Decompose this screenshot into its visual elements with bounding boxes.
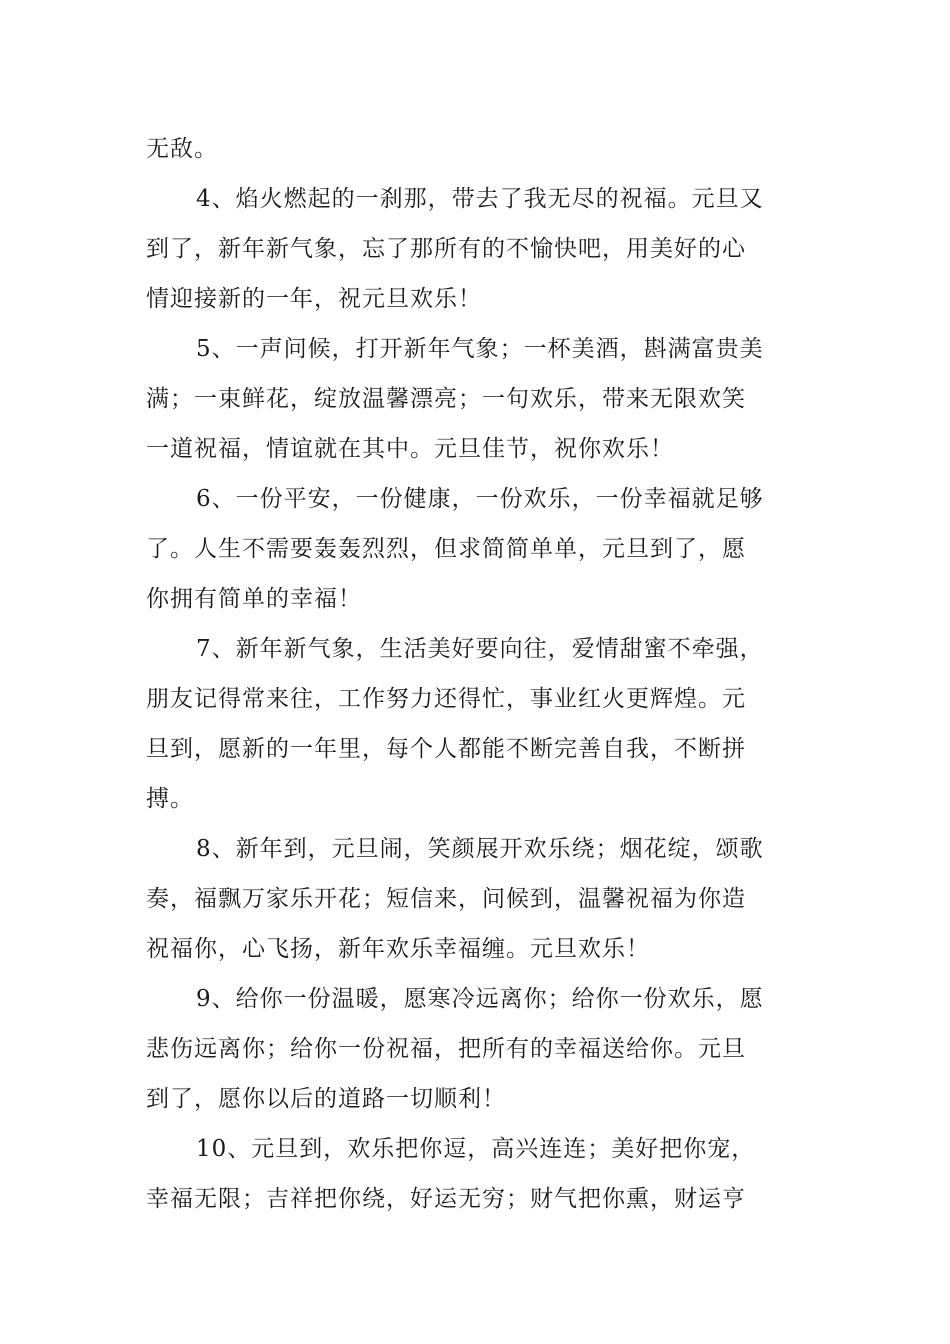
text-line: 祝福你，心飞扬，新年欢乐幸福缠。元旦欢乐！	[146, 936, 650, 962]
text-line: 奏，福飘万家乐开花；短信来，问候到，温馨祝福为你造	[146, 886, 746, 912]
paragraph	[146, 824, 806, 974]
text-line: 4、焰火燃起的一刹那，带去了我无尽的祝福。元旦又	[196, 186, 764, 212]
paragraph	[146, 1124, 806, 1224]
text-line: 幸福无限；吉祥把你绕，好运无穷；财气把你熏，财运亨	[146, 1186, 746, 1212]
text-line: 了。人生不需要轰轰烈烈，但求简简单单，元旦到了，愿	[146, 536, 746, 562]
text-line: 8、新年到，元旦闹，笑颜展开欢乐绕；烟花绽，颂歌	[196, 836, 764, 862]
text-line: 无敌。	[146, 136, 218, 162]
text-line: 悲伤远离你；给你一份祝福，把所有的幸福送给你。元旦	[146, 1036, 746, 1062]
text-line: 情迎接新的一年，祝元旦欢乐！	[146, 286, 482, 312]
paragraph	[146, 124, 806, 174]
text-line: 9、给你一份温暖，愿寒冷远离你；给你一份欢乐，愿	[196, 986, 764, 1012]
text-line: 你拥有简单的幸福！	[146, 586, 362, 612]
text-line: 7、新年新气象，生活美好要向往，爱情甜蜜不牵强，	[196, 636, 764, 662]
paragraph	[146, 174, 806, 324]
paragraph	[146, 324, 806, 474]
paragraph	[146, 624, 806, 824]
text-line: 到了，愿你以后的道路一切顺利！	[146, 1086, 506, 1112]
text-line: 到了，新年新气象，忘了那所有的不愉快吧，用美好的心	[146, 236, 746, 262]
document-body	[146, 124, 806, 1224]
text-line: 搏。	[146, 786, 194, 812]
text-line: 6、一份平安，一份健康，一份欢乐，一份幸福就足够	[196, 486, 764, 512]
paragraph	[146, 974, 806, 1124]
text-line: 10、元旦到，欢乐把你逗，高兴连连；美好把你宠，	[196, 1136, 756, 1162]
text-line: 旦到，愿新的一年里，每个人都能不断完善自我，不断拼	[146, 736, 746, 762]
text-line: 满；一束鲜花，绽放温馨漂亮；一句欢乐，带来无限欢笑	[146, 386, 746, 412]
text-line: 5、一声问候，打开新年气象；一杯美酒，斟满富贵美	[196, 336, 764, 362]
text-line: 一道祝福，情谊就在其中。元旦佳节，祝你欢乐！	[146, 436, 674, 462]
paragraph	[146, 474, 806, 624]
text-line: 朋友记得常来往，工作努力还得忙，事业红火更辉煌。元	[146, 686, 746, 712]
